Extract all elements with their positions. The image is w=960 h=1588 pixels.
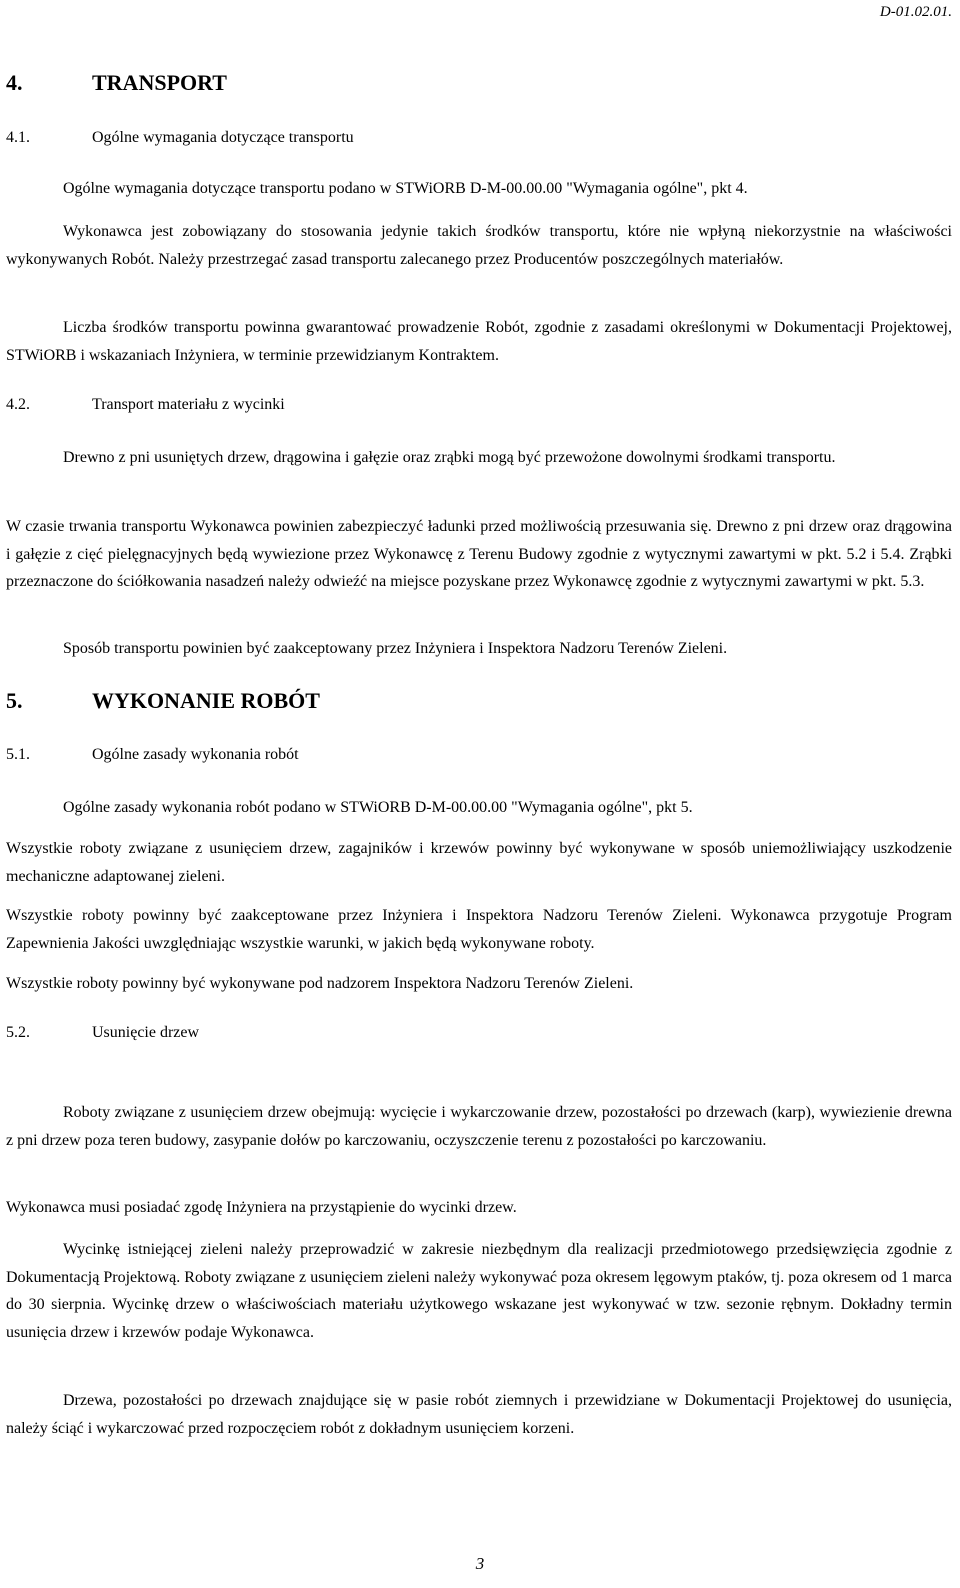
subsection-5-1-heading (6, 746, 299, 764)
subsection-4-1-heading (6, 129, 354, 147)
paragraph: Sposób transportu powinien być zaakceptowany przez Inżyniera i Inspektora Nadzoru Terenów Zieleni. (63, 640, 728, 657)
paragraph: Drewno z pni usuniętych drzew, drągowina i gałęzie oraz zrąbki mogą być przewożone dowolnymi środkami transportu. (63, 449, 836, 466)
paragraph: Wykonawca musi posiadać zgodę Inżyniera na przystąpienie do wycinki drzew. (6, 1199, 517, 1216)
document-code: D-01.02.01. (879, 4, 952, 20)
paragraph: Wykonawca jest zobowiązany do stosowania jedynie takich środków transportu, które nie wpłyną niekorzystnie na właściwości wykonywanych Robót. Należy przestrzegać zasad transportu zalecanego przez Producentów poszczególnych materiałów. (6, 223, 952, 268)
subsection-number: 4.2. (6, 396, 30, 413)
paragraph: Liczba środków transportu powinna gwarantować prowadzenie Robót, zgodnie z zasadami określonymi w Dokumentacji Projektowej, STWiORB i wskazaniach Inżyniera, w terminie przewidzianym Kontraktem. (6, 319, 952, 364)
subsection-title: Transport materiału z wycinki (92, 396, 285, 413)
section-number: 4. (6, 70, 23, 95)
page-number: 3 (475, 1554, 485, 1573)
paragraph: Wycinkę istniejącej zieleni należy przeprowadzić w zakresie niezbędnym dla realizacji przedmiotowego przedsięwzięcia zgodnie z Dokumentacją Projektową. Roboty związane z usunięciem zieleni należy wykonywać poza okresem lęgowym ptaków, tj. poza okresem od 1 marca do 30 sierpnia. Wycinkę drzew o właściwościach materiału użytkowego wskazane jest wykonywać w tzw. sezonie rębnym. Dokładny termin usunięcia drzew i krzewów podaje Wykonawca. (6, 1241, 952, 1341)
subsection-4-2-heading (6, 396, 285, 414)
subsection-title: Usunięcie drzew (92, 1024, 200, 1041)
subsection-title: Ogólne zasady wykonania robót (92, 746, 299, 763)
paragraph: Wszystkie roboty powinny być wykonywane pod nadzorem Inspektora Nadzoru Terenów Zieleni. (6, 975, 634, 992)
paragraph: W czasie trwania transportu Wykonawca powinien zabezpieczyć ładunki przed możliwością przesuwania się. Drewno z pni drzew oraz drągowina i gałęzie z cięć pielęgnacyjnych będą wywiezione przez Wykonawcę z Terenu Budowy zgodnie z wytycznymi zawartymi w pkt. 5.2 i 5.4. Zrąbki przeznaczone do ściółkowania nasadzeń należy odwieźć na miejsce pozyskane przez Wykonawcę zgodnie z wytycznymi zawartymi w pkt. 5.3. (6, 518, 952, 590)
subsection-title: Ogólne wymagania dotyczące transportu (92, 129, 354, 146)
paragraph: Wszystkie roboty powinny być zaakceptowane przez Inżyniera i Inspektora Nadzoru Terenów Zieleni. Wykonawca przygotuje Program Zapewnienia Jakości uwzględniając wszystkie warunki, w jakich będą wykonywane roboty. (6, 907, 952, 952)
subsection-number: 5.1. (6, 746, 30, 763)
section-5-heading (6, 688, 320, 714)
section-4-heading (6, 70, 227, 96)
paragraph: Drzewa, pozostałości po drzewach znajdujące się w pasie robót ziemnych i przewidziane w Dokumentacji Projektowej do usunięcia, należy ściąć i wykarczować przed rozpoczęciem robót z dokładnym usunięciem korzeni. (6, 1392, 952, 1437)
paragraph: Ogólne wymagania dotyczące transportu podano w STWiORB D-M-00.00.00 "Wymagania ogólne", pkt 4. (63, 180, 748, 197)
paragraph: Roboty związane z usunięciem drzew obejmują: wycięcie i wykarczowanie drzew, pozostałości po drzewach (karp), wywiezienie drewna z pni drzew poza teren budowy, zasypanie dołów po karczowaniu, oczyszczenie terenu z pozostałości po karczowaniu. (6, 1104, 952, 1149)
paragraph: Wszystkie roboty związane z usunięciem drzew, zagajników i krzewów powinny być wykonywane w sposób uniemożliwiający uszkodzenie mechaniczne adaptowanej zieleni. (6, 840, 952, 885)
section-title: WYKONANIE ROBÓT (92, 688, 320, 713)
section-title: TRANSPORT (92, 70, 227, 95)
subsection-5-2-heading (6, 1024, 199, 1042)
subsection-number: 5.2. (6, 1024, 30, 1041)
paragraph: Ogólne zasady wykonania robót podano w STWiORB D-M-00.00.00 "Wymagania ogólne", pkt 5. (63, 799, 693, 816)
section-number: 5. (6, 688, 23, 713)
subsection-number: 4.1. (6, 129, 30, 146)
